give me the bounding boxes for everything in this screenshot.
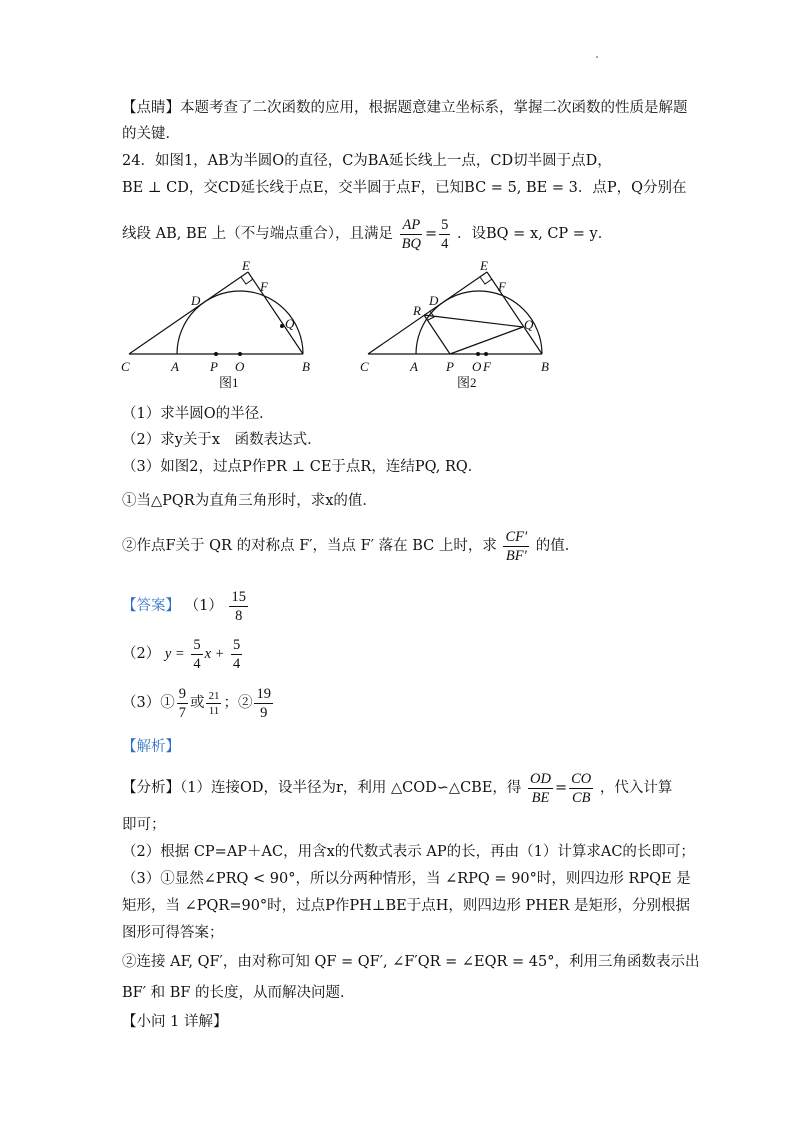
- answer-2-frac-1: [191, 636, 202, 673]
- question-3: （3）如图2，过点P作PR ⊥ CE于点R，连结PQ, RQ．: [122, 459, 483, 475]
- five-fourths-fraction: [439, 216, 450, 253]
- answer-2: [122, 634, 244, 674]
- five-fourths-num: 5: [441, 216, 449, 233]
- cb-den: CB: [571, 789, 591, 806]
- fig1-label-E: E: [242, 258, 250, 273]
- fig1-caption: 图1: [219, 375, 239, 390]
- analysis-line-1-cont: 即可；: [122, 817, 166, 833]
- answer-2-prefix: （2）: [122, 646, 161, 662]
- question-1: （1）求半圆O的半径．: [122, 406, 274, 422]
- analysis-line-3: （3）①显然∠PRQ < 90°，所以分两种情形，当 ∠RPQ = 90°时，则四边形 RPQE 是: [122, 871, 691, 887]
- answer-2-num-2: 5: [233, 636, 241, 653]
- fig2-label-D: D: [429, 293, 439, 308]
- dianjing-line-cont: 的关键．: [122, 126, 180, 142]
- answer-3-den-3: 9: [260, 704, 268, 721]
- cf-num: CF′: [505, 528, 528, 545]
- five-fourths-den: 4: [441, 235, 449, 252]
- co-num: CO: [571, 770, 592, 787]
- fig2-label-A: A: [410, 359, 418, 374]
- fig2-label-B: B: [541, 359, 549, 374]
- answer-2-num-1: 5: [193, 636, 201, 653]
- analysis-line-6: ②连接 AF, QF′，由对称可知 QF = QF′, ∠F′QR = ∠EQR = 45°，利用三角函数表示出: [122, 954, 700, 970]
- analysis-line-7: BF′ 和 BF 的长度，从而解决问题．: [122, 985, 355, 1001]
- fig1-label-A: A: [171, 359, 179, 374]
- analysis-1b: ，代入计算: [599, 780, 673, 796]
- fig2-label-F: F: [483, 359, 491, 374]
- answer-3-frac-2: [206, 689, 221, 718]
- fig2-label-R: R: [413, 303, 421, 318]
- analysis-line-5: 图形可得答案；: [122, 925, 224, 941]
- answer-1-num: 15: [231, 588, 246, 605]
- answer-3-den-2: 11: [208, 704, 220, 717]
- fig2-label-P: P: [446, 359, 454, 374]
- fig2-label-F-top: F: [498, 279, 506, 294]
- co-cb-fraction: [569, 770, 593, 807]
- question-3-2: [122, 526, 579, 566]
- fig1-label-D: D: [191, 293, 201, 308]
- be-den: BE: [531, 789, 550, 806]
- fig1-label-P: P: [210, 359, 218, 374]
- analysis-eq: =: [554, 780, 568, 796]
- fig1-label-O: O: [235, 359, 245, 374]
- ap-bq-fraction: [400, 216, 423, 253]
- answer-3-sep: ；②: [223, 695, 253, 711]
- fig1-label-C: C: [121, 359, 130, 374]
- answer-2-x: x +: [204, 646, 225, 662]
- problem-line-2: BE ⊥ CD，交CD延长线于点E，交半圆于点F，已知BC = 5, BE = 3．点P，Q分别在: [122, 180, 687, 196]
- cf-bf-fraction: [503, 528, 529, 565]
- answer-3-frac-1: [177, 685, 188, 722]
- answer-3-den-1: 7: [178, 704, 186, 721]
- question-3-1: ①当△PQR为直角三角形时，求x的值．: [122, 493, 377, 509]
- answer-3-or: 或: [189, 695, 205, 711]
- fig1-label-F: F: [260, 279, 268, 294]
- question-2: （2）求y关于x 函数表达式．: [122, 432, 322, 448]
- od-num: OD: [530, 770, 551, 787]
- answer-1: [122, 586, 250, 626]
- analysis-line-4: 矩形，当 ∠PQR=90°时，过点P作PH⊥BE于点H，则四边形 PHER 是矩形，分别根据: [122, 898, 690, 914]
- answer-2-den-1: 4: [193, 655, 201, 672]
- fig2-caption: 图2: [457, 375, 477, 390]
- od-be-fraction: [528, 770, 553, 807]
- problem-line-1: 24．如图1，AB为半圆O的直径，C为BA延长线上一点，CD切半圆于点D，: [122, 153, 612, 169]
- answer-1-prefix: （1）: [184, 598, 223, 614]
- question-3-2a: ②作点F关于 QR 的对称点 F′，当点 F′ 落在 BC 上时，求: [122, 538, 497, 554]
- answer-3-prefix: （3）①: [122, 695, 175, 711]
- problem-line-3a: 线段 AB, BE 上（不与端点重合），且满足: [122, 226, 394, 242]
- ap-bq-den: BQ: [401, 235, 422, 252]
- dianjing-line: 【点睛】本题考查了二次函数的应用，根据题意建立坐标系，掌握二次函数的性质是解题: [122, 100, 688, 116]
- answer-3: [122, 683, 275, 723]
- analysis-label: 【解析】: [122, 739, 180, 755]
- figure-2: [350, 258, 560, 398]
- answer-3-num-3: 19: [256, 685, 271, 702]
- bf-den: BF′: [505, 547, 527, 564]
- answer-3-num-1: 9: [178, 685, 186, 702]
- analysis-line-1: [122, 768, 672, 808]
- fig2-label-O: O: [472, 359, 482, 374]
- problem-line-3b: ．设BQ = x, CP = y．: [457, 226, 613, 242]
- fig2-label-C: C: [360, 359, 369, 374]
- answer-2-den-2: 4: [233, 655, 241, 672]
- figure-1: [115, 258, 325, 398]
- fig1-label-B: B: [302, 359, 310, 374]
- answer-2-frac-2: [231, 636, 242, 673]
- answer-1-den: 8: [235, 607, 243, 624]
- page-speck: [596, 56, 598, 58]
- answer-1-fraction: [229, 588, 248, 625]
- fig2-label-E: E: [480, 258, 488, 273]
- ap-bq-num: AP: [402, 216, 421, 233]
- answer-2-y: y =: [164, 646, 185, 662]
- question-3-2b: 的值．: [535, 538, 580, 554]
- fig2-label-Q: Q: [524, 317, 534, 332]
- analysis-1a: 【分析】（1）连接OD，设半径为r，利用 △COD∽△CBE，得: [122, 780, 522, 796]
- answer-label: 【答案】: [122, 598, 180, 614]
- fig1-label-Q: Q: [285, 316, 295, 331]
- subquestion-1-heading: 【小问 1 详解】: [122, 1014, 228, 1030]
- problem-line-3: 线段 AB, BE 上（不与端点重合），且满足 $\frac{AP}{BQ}$ = $\frac{5}{4}$ ．设BQ = x, CP = y．: [122, 216, 613, 252]
- answer-3-num-2: 21: [208, 689, 220, 702]
- answer-3-frac-3: [254, 685, 273, 722]
- analysis-line-2: （2）根据 CP=AP＋AC，用含x的代数式表示 AP的长，再由（1）计算求AC的长即可；: [122, 844, 695, 860]
